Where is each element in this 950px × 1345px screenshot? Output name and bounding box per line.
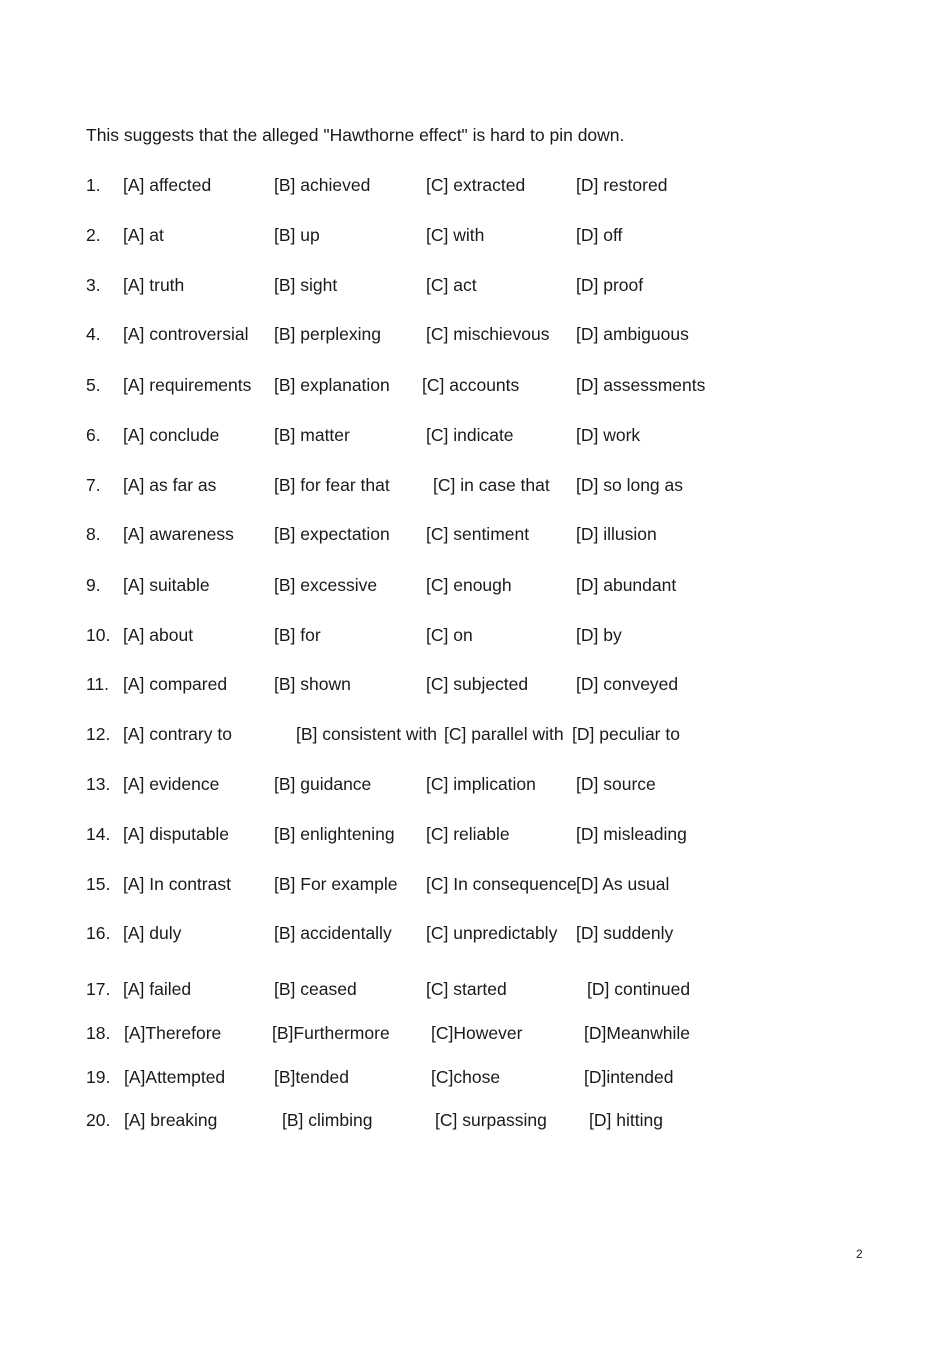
option-c: [C] implication [426,774,536,794]
option-b: [B] ceased [274,979,357,999]
question-row [0,1067,950,1091]
option-d: [D] proof [576,275,644,295]
option-c: [C] started [426,979,507,999]
option-b: [B] explanation [274,375,390,395]
question-row [0,275,950,299]
option-c: [C] in case that [433,475,550,495]
option-c: [C] subjected [426,674,529,694]
option-b: [B] accidentally [274,923,392,943]
option-b: [B] for fear that [274,475,390,495]
question-row [0,575,950,599]
option-d: [D] off [576,225,623,245]
question-number: 7. [86,475,101,495]
question-row [0,324,950,348]
question-number: 3. [86,275,101,295]
question-row [0,824,950,848]
option-b: [B] shown [274,674,351,694]
option-a: [A] affected [123,175,212,195]
question-number: 20. [86,1110,111,1130]
question-row [0,425,950,449]
question-number: 4. [86,324,101,344]
question-number: 2. [86,225,101,245]
option-d: [D]Meanwhile [584,1023,691,1043]
option-a: [A] contrary to [123,724,232,744]
option-d: [D] by [576,625,622,645]
option-a: [A] truth [123,275,185,295]
option-b: [B] perplexing [274,324,382,344]
question-row [0,979,950,1003]
option-b: [B] expectation [274,524,390,544]
option-c: [C] on [426,625,473,645]
question-number: 14. [86,824,111,844]
option-b: [B]tended [274,1067,349,1087]
option-d: [D] peculiar to [572,724,680,744]
option-c: [C] reliable [426,824,510,844]
option-c: [C] surpassing [435,1110,547,1130]
option-a: [A] awareness [123,524,234,544]
question-row [0,1023,950,1047]
option-a: [A] failed [123,979,192,999]
option-c: [C] enough [426,575,512,595]
question-row [0,674,950,698]
option-c: [C] mischievous [426,324,550,344]
option-d: [D] misleading [576,824,687,844]
question-number: 17. [86,979,111,999]
option-b: [B] for [274,625,321,645]
option-b: [B]Furthermore [272,1023,390,1043]
question-row [0,475,950,499]
option-d: [D] continued [587,979,691,999]
option-a: [A] compared [123,674,228,694]
option-d: [D] so long as [576,475,683,495]
option-a: [A] about [123,625,194,645]
option-d: [D] abundant [576,575,677,595]
option-a: [A] as far as [123,475,217,495]
option-c: [C] accounts [422,375,520,395]
question-number: 18. [86,1023,111,1043]
question-number: 9. [86,575,101,595]
option-c: [C] act [426,275,477,295]
option-d: [D] As usual [576,874,670,894]
option-d: [D] assessments [576,375,706,395]
option-b: [B] up [274,225,320,245]
option-d: [D] work [576,425,641,445]
option-b: [B] excessive [274,575,378,595]
question-number: 11. [86,674,110,694]
option-d: [D] restored [576,175,668,195]
option-b: [B] achieved [274,175,371,195]
question-row [0,923,950,947]
option-c: [C]However [431,1023,523,1043]
option-a: [A] requirements [123,375,252,395]
question-number: 19. [86,1067,111,1087]
intro-sentence: This suggests that the alleged "Hawthorne effect" is hard to pin down. [86,125,625,145]
question-number: 12. [86,724,111,744]
question-row [0,724,950,748]
question-number: 13. [86,774,111,794]
option-a: [A] controversial [123,324,249,344]
option-d: [D] suddenly [576,923,674,943]
question-number: 10. [86,625,111,645]
option-a: [A] evidence [123,774,220,794]
option-c: [C] parallel with [444,724,564,744]
option-d: [D]intended [584,1067,674,1087]
option-c: [C] sentiment [426,524,530,544]
option-a: [A]Therefore [124,1023,222,1043]
option-a: [A] at [123,225,164,245]
option-d: [D] ambiguous [576,324,689,344]
option-d: [D] conveyed [576,674,679,694]
option-b: [B] consistent with [296,724,438,744]
question-number: 8. [86,524,101,544]
option-c: [C] with [426,225,485,245]
question-row [0,1110,950,1134]
option-b: [B] For example [274,874,398,894]
option-d: [D] source [576,774,656,794]
question-number: 5. [86,375,101,395]
question-row [0,524,950,548]
option-d: [D] illusion [576,524,657,544]
option-b: [B] sight [274,275,338,295]
option-b: [B] enlightening [274,824,395,844]
question-row [0,625,950,649]
option-c: [C] extracted [426,175,526,195]
option-c: [C]chose [431,1067,501,1087]
option-a: [A]Attempted [124,1067,226,1087]
question-number: 6. [86,425,101,445]
option-b: [B] climbing [282,1110,373,1130]
option-a: [A] conclude [123,425,220,445]
option-d: [D] hitting [589,1110,663,1130]
option-a: [A] disputable [123,824,230,844]
question-number: 16. [86,923,111,943]
question-row [0,774,950,798]
question-number: 15. [86,874,111,894]
question-row [0,874,950,898]
option-a: [A] suitable [123,575,210,595]
option-c: [C] unpredictably [426,923,558,943]
page-number: 2 [856,1247,863,1261]
option-c: [C] In consequence [426,874,577,894]
question-row [0,175,950,199]
option-b: [B] matter [274,425,350,445]
option-a: [A] duly [123,923,182,943]
question-number: 1. [86,175,101,195]
question-row [0,225,950,249]
option-a: [A] breaking [124,1110,218,1130]
option-a: [A] In contrast [123,874,231,894]
question-row [0,375,950,399]
option-c: [C] indicate [426,425,514,445]
option-b: [B] guidance [274,774,372,794]
